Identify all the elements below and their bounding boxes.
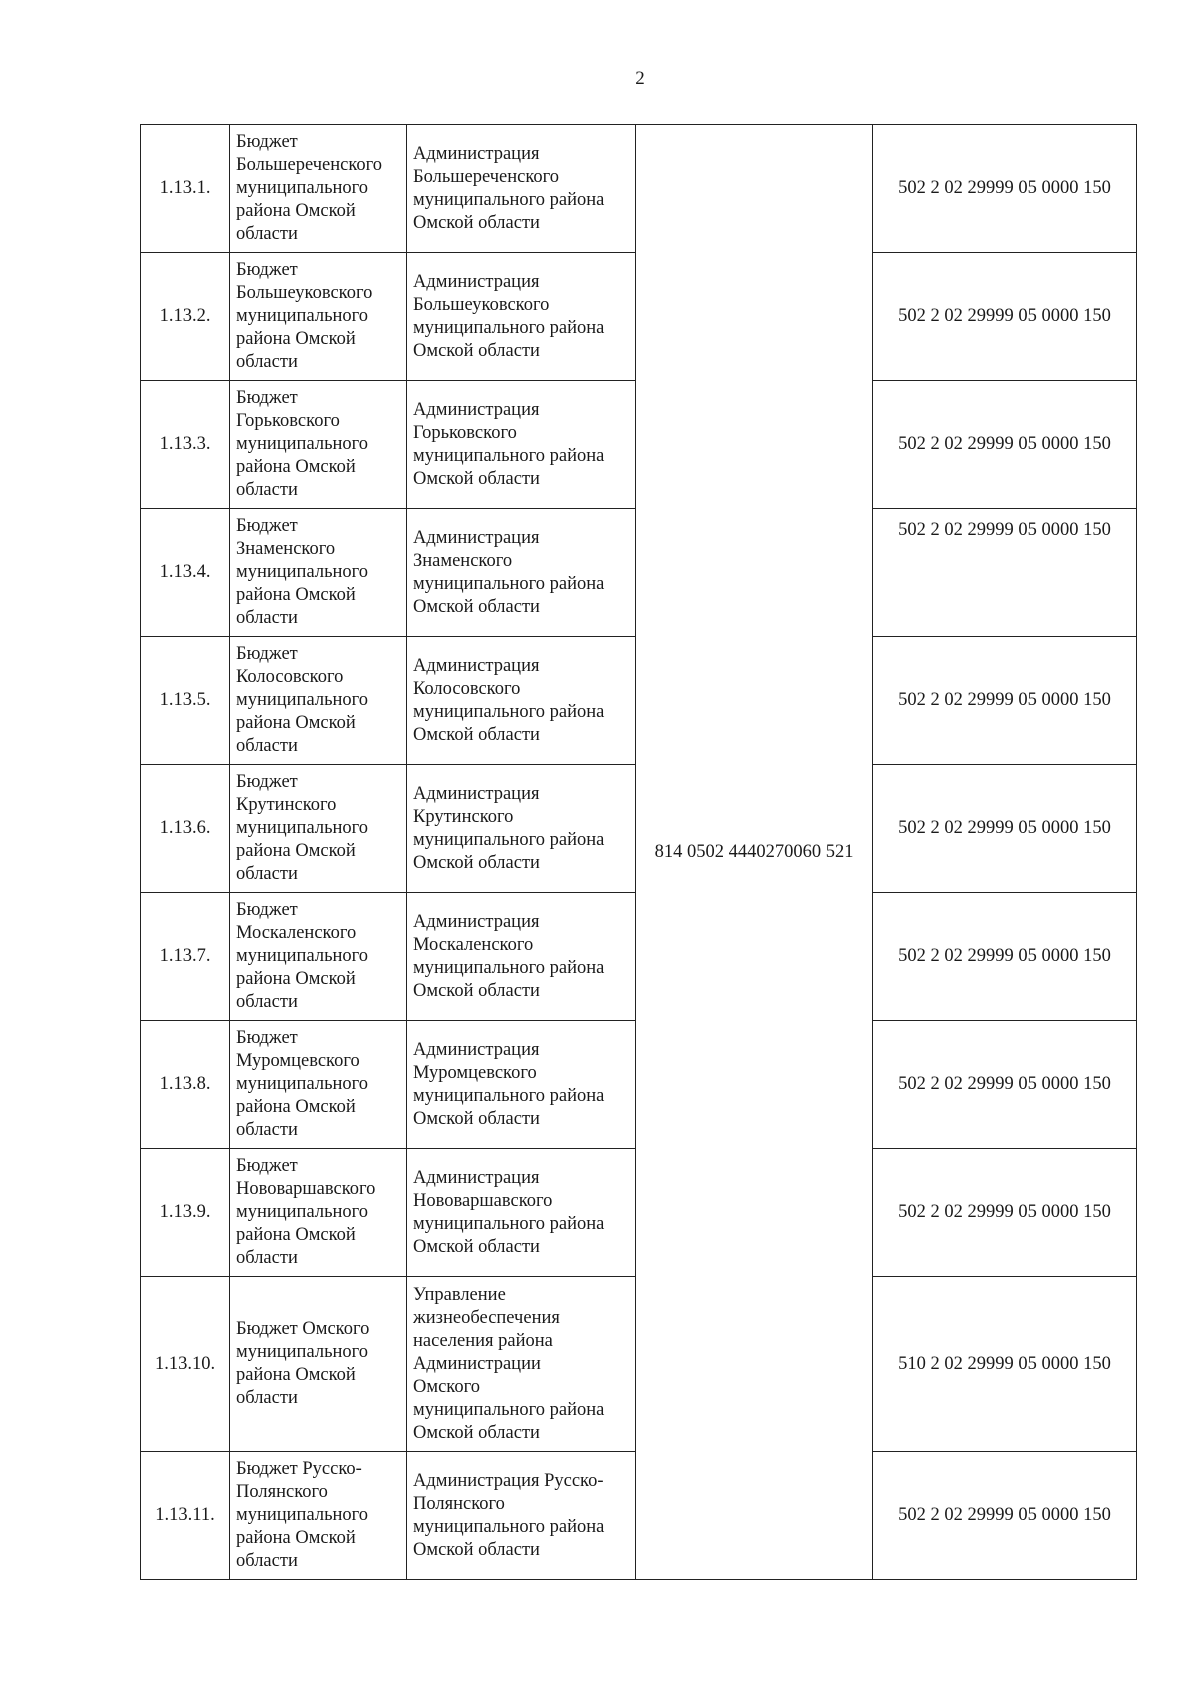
revenue-code-cell: 502 2 02 29999 05 0000 150: [873, 765, 1137, 893]
row-number: 1.13.8.: [141, 1021, 230, 1149]
budget-name-cell: Бюджет Нововаршавского муниципального района Омской области: [230, 1149, 407, 1277]
revenue-code-cell: 502 2 02 29999 05 0000 150: [873, 1452, 1137, 1580]
revenue-code-cell: 502 2 02 29999 05 0000 150: [873, 253, 1137, 381]
administrator-cell: Администрация Русско- Полянского муниципального района Омской области: [407, 1452, 636, 1580]
administrator-cell: Администрация Крутинского муниципального района Омской области: [407, 765, 636, 893]
administrator-cell: Администрация Горьковского муниципального района Омской области: [407, 381, 636, 509]
revenue-code-cell: 502 2 02 29999 05 0000 150: [873, 893, 1137, 1021]
administrator-cell: Администрация Москаленского муниципального района Омской области: [407, 893, 636, 1021]
budget-name-cell: Бюджет Большереченского муниципального района Омской области: [230, 125, 407, 253]
row-number: 1.13.11.: [141, 1452, 230, 1580]
row-number: 1.13.10.: [141, 1277, 230, 1452]
budget-name-cell: Бюджет Крутинского муниципального района Омской области: [230, 765, 407, 893]
budget-name-cell: Бюджет Большеуковского муниципального района Омской области: [230, 253, 407, 381]
budget-name-cell: Бюджет Знаменского муниципального района Омской области: [230, 509, 407, 637]
administrator-cell: Администрация Нововаршавского муниципального района Омской области: [407, 1149, 636, 1277]
row-number: 1.13.1.: [141, 125, 230, 253]
shared-expense-code: 814 0502 4440270060 521: [636, 125, 873, 1580]
budget-name-cell: Бюджет Колосовского муниципального района Омской области: [230, 637, 407, 765]
revenue-code-cell: 502 2 02 29999 05 0000 150: [873, 125, 1137, 253]
administrator-cell: Администрация Муромцевского муниципального района Омской области: [407, 1021, 636, 1149]
revenue-code-cell: 502 2 02 29999 05 0000 150: [873, 1021, 1137, 1149]
administrator-cell: Администрация Большереченского муниципального района Омской области: [407, 125, 636, 253]
row-number: 1.13.3.: [141, 381, 230, 509]
revenue-code-cell: 510 2 02 29999 05 0000 150: [873, 1277, 1137, 1452]
administrator-cell: Администрация Колосовского муниципального района Омской области: [407, 637, 636, 765]
administrator-cell: Администрация Знаменского муниципального района Омской области: [407, 509, 636, 637]
budget-name-cell: Бюджет Омского муниципального района Омской области: [230, 1277, 407, 1452]
row-number: 1.13.7.: [141, 893, 230, 1021]
budget-name-cell: Бюджет Русско- Полянского муниципального района Омской области: [230, 1452, 407, 1580]
budget-name-cell: Бюджет Муромцевского муниципального района Омской области: [230, 1021, 407, 1149]
budget-allocation-table: [140, 124, 1137, 1580]
revenue-code-cell: 502 2 02 29999 05 0000 150: [873, 509, 1137, 637]
page-number: 2: [635, 68, 645, 89]
row-number: 1.13.2.: [141, 253, 230, 381]
budget-name-cell: Бюджет Москаленского муниципального района Омской области: [230, 893, 407, 1021]
table-row: [141, 125, 1137, 253]
revenue-code-cell: 502 2 02 29999 05 0000 150: [873, 637, 1137, 765]
budget-name-cell: Бюджет Горьковского муниципального района Омской области: [230, 381, 407, 509]
revenue-code-cell: 502 2 02 29999 05 0000 150: [873, 1149, 1137, 1277]
administrator-cell: Администрация Большеуковского муниципального района Омской области: [407, 253, 636, 381]
administrator-cell: Управление жизнеобеспечения населения района Администрации Омского муниципального района Омской области: [407, 1277, 636, 1452]
row-number: 1.13.9.: [141, 1149, 230, 1277]
revenue-code-cell: 502 2 02 29999 05 0000 150: [873, 381, 1137, 509]
row-number: 1.13.5.: [141, 637, 230, 765]
row-number: 1.13.6.: [141, 765, 230, 893]
row-number: 1.13.4.: [141, 509, 230, 637]
